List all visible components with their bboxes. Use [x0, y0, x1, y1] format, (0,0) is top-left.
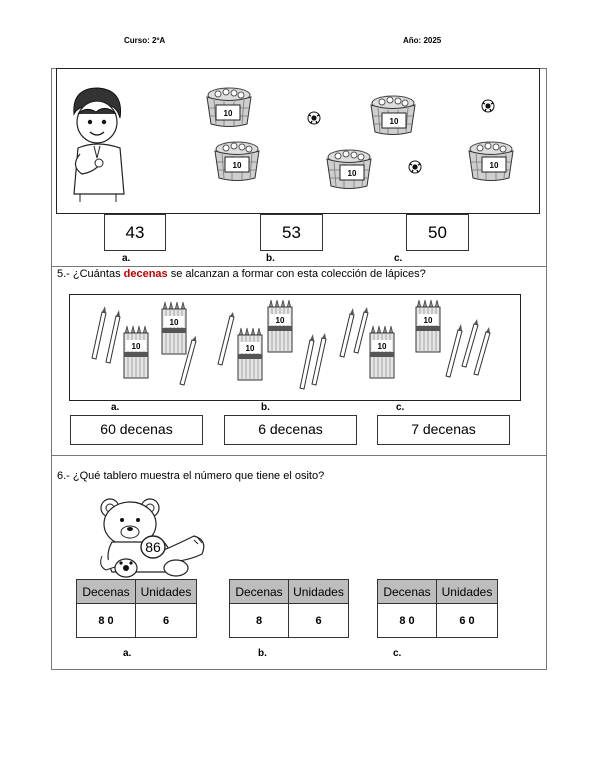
- basket-label-3: 10: [232, 161, 242, 170]
- q6-board-b[interactable]: [229, 579, 349, 638]
- ball-basket-5: [466, 140, 516, 182]
- basket-label-1: 10: [223, 109, 233, 118]
- pencil-bundle-4: [266, 300, 294, 354]
- ball-basket-3: [212, 140, 262, 182]
- q4-option-a-letter: a.: [122, 253, 131, 264]
- q6-option-a-letter: a.: [123, 648, 132, 659]
- q6-question: 6.- ¿Qué tablero muestra el número que tiene el osito?: [57, 470, 325, 482]
- board-c-tens-header: Decenas: [378, 580, 437, 604]
- pencil-bundle-3: [236, 328, 264, 382]
- q4-option-a-box[interactable]: 43: [104, 214, 166, 251]
- ball-basket-2: [368, 94, 418, 136]
- q5-option-a-box[interactable]: 60 decenas: [70, 415, 203, 445]
- board-b-units-value: 6: [289, 604, 349, 638]
- board-b-units-header: Unidades: [289, 580, 349, 604]
- q5-option-c-box[interactable]: 7 decenas: [377, 415, 510, 445]
- q6-option-c-letter: c.: [393, 648, 402, 659]
- board-a-tens-header: Decenas: [77, 580, 136, 604]
- pencil-bundle-1: [122, 326, 150, 380]
- soccer-ball-3: [408, 160, 422, 174]
- q5-option-b-box[interactable]: 6 decenas: [224, 415, 357, 445]
- course-label: Curso: 2ºA: [124, 36, 166, 45]
- basket-label-4: 10: [347, 169, 357, 178]
- board-c-units-value: 6 0: [437, 604, 498, 638]
- q5-question-highlight: decenas: [123, 268, 168, 280]
- pencil-bundle-5: [368, 326, 396, 380]
- pencil-bundle-6: [414, 300, 442, 354]
- bundle-label-3: 10: [245, 344, 255, 353]
- board-a-units-header: Unidades: [136, 580, 197, 604]
- q4-option-c-box[interactable]: 50: [406, 214, 469, 251]
- q5-option-b-letter: b.: [261, 402, 270, 413]
- board-c-tens-value: 8 0: [378, 604, 437, 638]
- basket-label-2: 10: [389, 117, 399, 126]
- board-c-units-header: Unidades: [437, 580, 498, 604]
- soccer-ball-2: [481, 99, 495, 113]
- q5-question: [57, 268, 426, 280]
- bundle-label-1: 10: [131, 342, 141, 351]
- basket-label-5: 10: [489, 161, 499, 170]
- board-b-tens-value: 8: [230, 604, 289, 638]
- year-label: Año: 2025: [403, 36, 442, 45]
- ball-basket-1: [204, 86, 254, 128]
- boy-illustration: [66, 84, 130, 202]
- divider-q6: [51, 455, 547, 456]
- ball-basket-4: [324, 148, 374, 190]
- pencil-bundle-2: [160, 302, 188, 356]
- bundle-label-6: 10: [423, 316, 433, 325]
- q5-option-a-letter: a.: [111, 402, 120, 413]
- q4-option-b-letter: b.: [266, 253, 275, 264]
- q5-option-c-letter: c.: [396, 402, 405, 413]
- loose-pencils-6: [442, 320, 494, 378]
- loose-pencil-3: [214, 312, 238, 366]
- board-b-tens-header: Decenas: [230, 580, 289, 604]
- board-a-units-value: 6: [136, 604, 197, 638]
- bundle-label-2: 10: [169, 318, 179, 327]
- q6-board-c[interactable]: [377, 579, 498, 638]
- divider-q5: [51, 266, 547, 267]
- board-a-tens-value: 8 0: [77, 604, 136, 638]
- bear-number: 86: [145, 539, 161, 555]
- q5-question-suffix: se alcanzan a formar con esta colección de lápices?: [167, 268, 426, 280]
- q5-question-prefix: 5.- ¿Cuántas: [57, 268, 124, 280]
- teddy-bear-illustration: [98, 496, 214, 578]
- loose-pencils-4: [296, 334, 336, 390]
- soccer-ball-1: [307, 111, 321, 125]
- q4-option-c-letter: c.: [394, 253, 403, 264]
- bundle-label-4: 10: [275, 316, 285, 325]
- q6-option-b-letter: b.: [258, 648, 267, 659]
- bundle-label-5: 10: [377, 342, 387, 351]
- q6-board-a[interactable]: [76, 579, 197, 638]
- q4-option-b-box[interactable]: 53: [260, 214, 323, 251]
